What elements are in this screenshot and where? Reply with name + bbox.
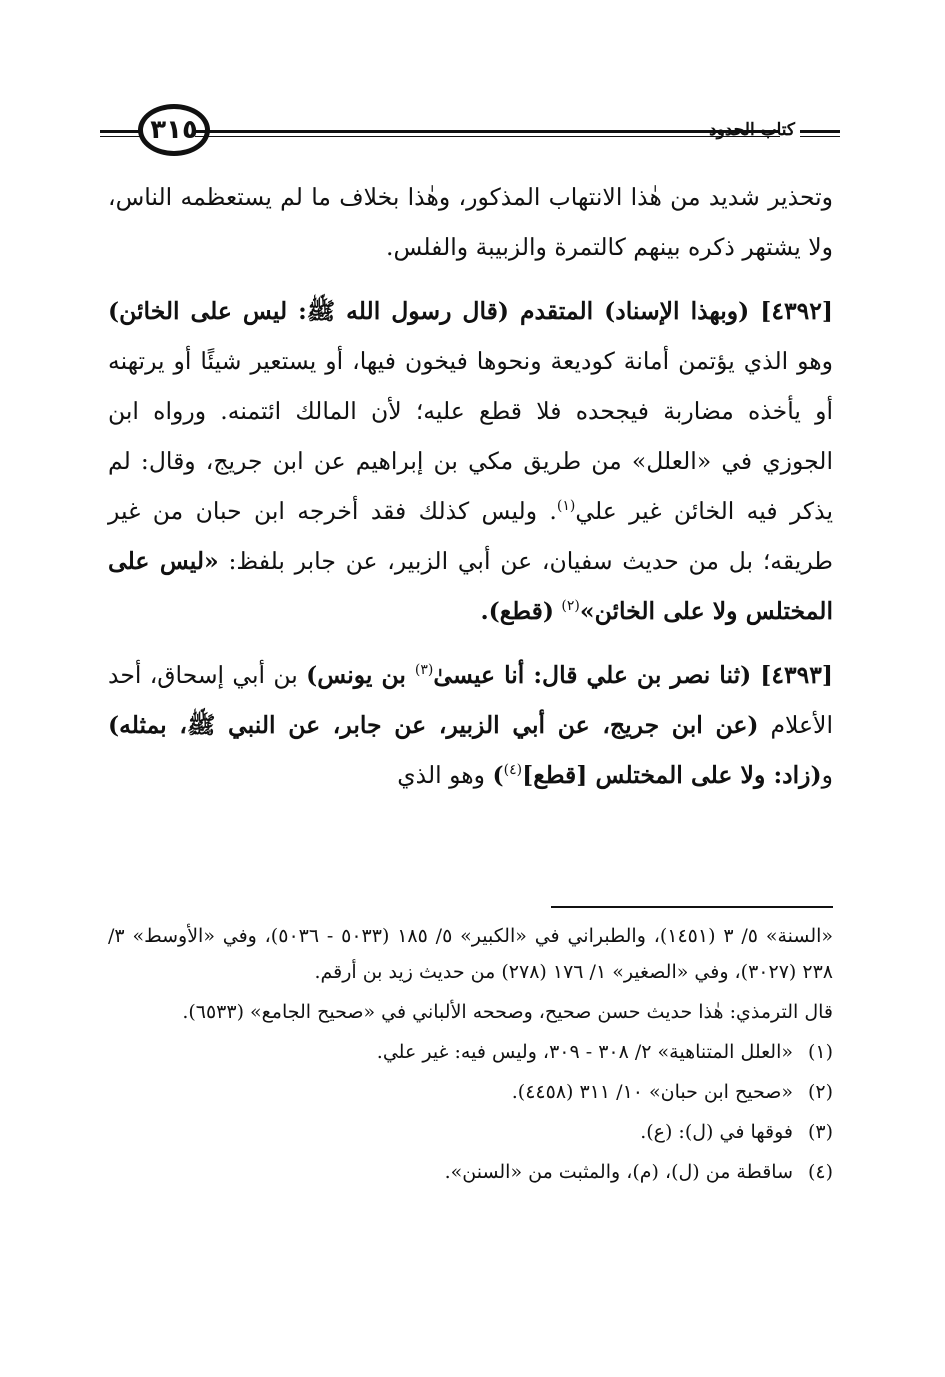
header-rule bbox=[100, 136, 140, 137]
footnote bbox=[108, 1034, 833, 1070]
footnote-continuation: قال الترمذي: هٰذا حديث حسن صحيح، وصححه الألباني في «صحيح الجامع» (٦٥٣٣). bbox=[182, 1001, 833, 1023]
page-header bbox=[100, 96, 840, 166]
header-rule bbox=[800, 130, 840, 133]
text-segment: «ليس على المختلس ولا على الخائن» bbox=[108, 547, 833, 625]
footnote-ref: (١) bbox=[556, 498, 576, 515]
footnote-number: (٤) bbox=[807, 1161, 833, 1183]
footnote bbox=[108, 1154, 833, 1190]
text-segment: (زاد: ولا على المختلس [قطع] bbox=[522, 761, 822, 789]
footnote-text: ساقطة من (ل)، (م)، والمثبت من «السنن». bbox=[444, 1161, 793, 1183]
footnote-ref: (٣) bbox=[414, 662, 434, 679]
footnote-number: (٢) bbox=[807, 1081, 833, 1103]
text-segment: و bbox=[821, 761, 833, 789]
footnote-text: «العلل المتناهية» ٢/ ٣٠٨ - ٣٠٩، وليس فيه: غير علي. bbox=[376, 1041, 793, 1063]
footnote-number: (١) bbox=[807, 1041, 833, 1063]
text-segment: [٤٣٩٢] (وبهذا الإسناد) المتقدم bbox=[509, 297, 833, 325]
text-segment: وهو الذي bbox=[397, 761, 493, 789]
text-segment: ) bbox=[492, 761, 504, 789]
text-segment: وتحذير شديد من هٰذا الانتهاب المذكور، وهٰذا بخلاف ما لم يستعظمه الناس، ولا يشتهر ذكره بينهم كالتمرة والزبيبة والفلس. bbox=[108, 183, 833, 261]
page-number: ٣١٥ bbox=[138, 104, 210, 156]
header-rule bbox=[195, 130, 780, 133]
footnote-number: (٣) bbox=[807, 1121, 833, 1143]
text-segment: . وليس كذلك فقد أخرجه ابن حبان من غير طريقه؛ بل من حديث سفيان، عن أبي الزبير، عن جابر بلفظ: bbox=[108, 497, 833, 575]
paragraph bbox=[108, 286, 833, 636]
footnote-text: «صحيح ابن حبان» ١٠/ ٣١١ (٤٤٥٨). bbox=[511, 1081, 793, 1103]
footnote-continuation: «السنة» ٥/ ٣ (١٤٥١)، والطبراني في «الكبير» ٥/ ١٨٥ (٥٠٣٣ - ٥٠٣٦)، وفي «الأوسط» ٣/ ٢٣٨ (٣٠٢٧)، وفي «الصغير» ١/ ١٧٦ (٢٧٨) من حديث زيد بن أرقم. bbox=[108, 925, 834, 983]
text-segment: بن أبي إسحاق، أحد الأعلام bbox=[108, 661, 833, 739]
footnote-ref: (٢) bbox=[561, 598, 580, 615]
footnote-ref: (٤) bbox=[503, 762, 523, 779]
footnote-separator bbox=[551, 906, 833, 908]
paragraph bbox=[108, 650, 833, 800]
text-segment: (عن ابن جريج، عن أبي الزبير، عن جابر، عن النبي ﷺ، بمثله) bbox=[108, 711, 759, 739]
text-segment: [٤٣٩٣] (ثنا نصر بن علي قال: أنا عيسىٰ bbox=[433, 661, 833, 689]
chapter-title: كتاب الحدود bbox=[709, 120, 795, 140]
main-text bbox=[108, 172, 833, 800]
footnote bbox=[108, 1114, 833, 1150]
footnote bbox=[108, 1074, 833, 1110]
footnotes bbox=[108, 918, 833, 1190]
footnote-text: فوقها في (ل): (ع). bbox=[640, 1121, 793, 1143]
paragraph bbox=[108, 172, 833, 272]
text-segment: (قال رسول الله ﷺ: ليس على الخائن) bbox=[108, 297, 510, 325]
text-segment: وهو الذي يؤتمن أمانة كوديعة ونحوها فيخون فيها، أو يستعير شيئًا أو يرتهنه أو يأخذه مضاربة فيجحده فلا قطع عليه؛ لأن المالك ائتمنه. ورواه ابن الجوزي في «العلل» من طريق مكي بن إبراهيم عن ابن جريج، وقال: لم يذكر فيه الخائن غير علي bbox=[108, 347, 833, 525]
header-rule bbox=[100, 130, 140, 133]
header-rule bbox=[800, 136, 840, 137]
text-segment: بن يونس) bbox=[306, 661, 415, 689]
text-segment: (قطع). bbox=[480, 597, 554, 625]
header-rule bbox=[195, 136, 780, 137]
